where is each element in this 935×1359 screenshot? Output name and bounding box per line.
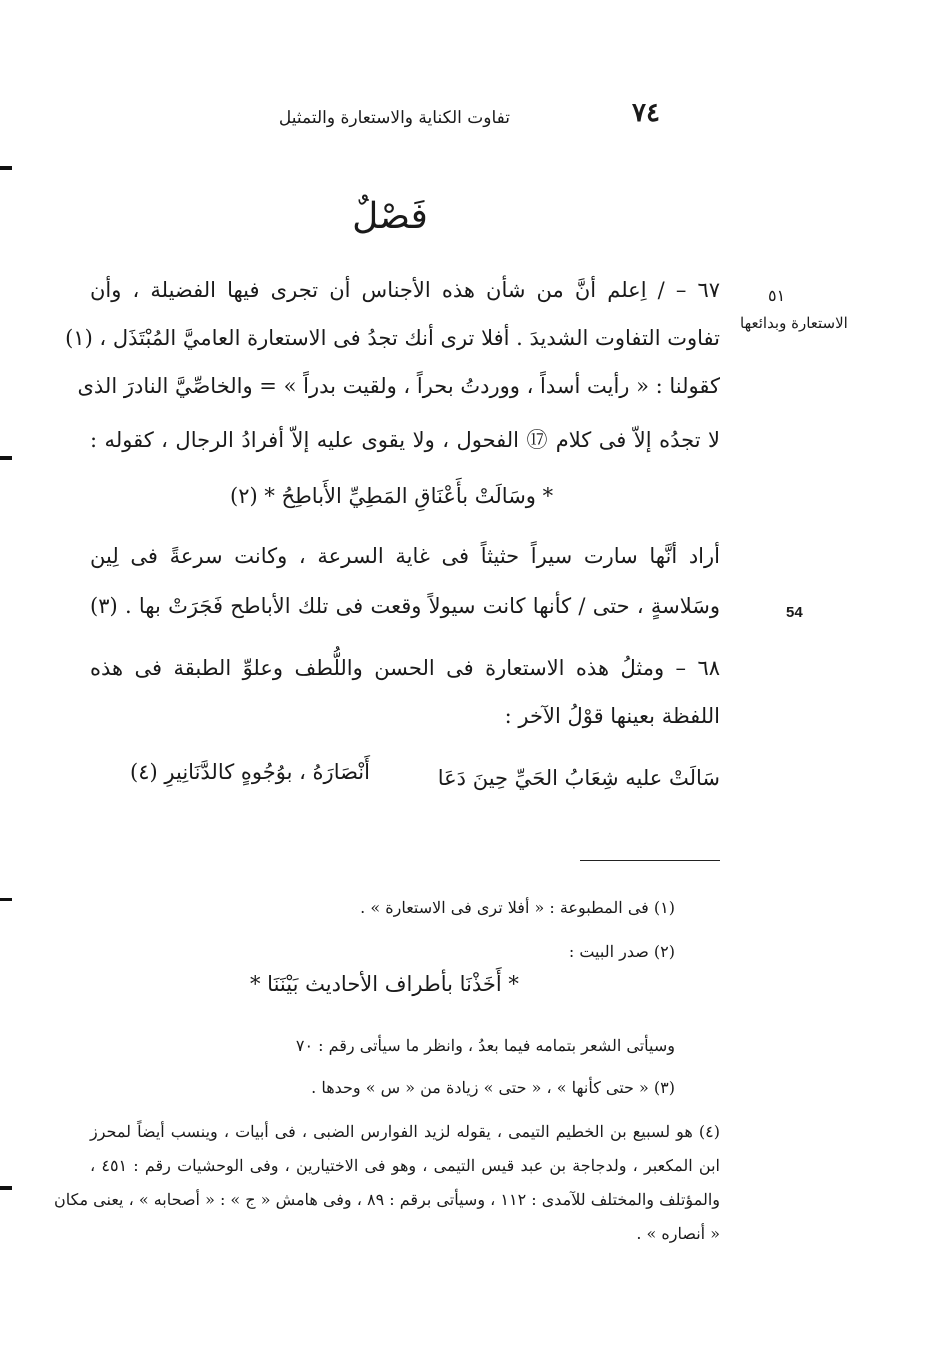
running-title: تفاوت الكناية والاستعارة والتمثيل: [278, 108, 510, 128]
verse-first-hemistich: سَالَتْ عليه شِعَابُ الحَيِّ حِينَ دَعَا: [437, 766, 720, 790]
scan-edge-mark: [0, 1186, 12, 1190]
body-line: تفاوت التفاوت الشديدَ . أفلا ترى أنك تجدُ فى الاستعارة العاميَّ المُبْتَذَل ، (١): [65, 326, 720, 350]
footnote-2-note: وسيأتى الشعر بتمامه فيما بعدُ ، وانظر ما سيأتى رقم : ٧٠: [295, 1036, 675, 1055]
footnote-4-line: ابن المكعبر ، ولدجاجة بن عبد قيس التيمى ، وهو فى الاختيارين ، وفى الوحشيات رقم : ٤٥١ ،: [90, 1156, 721, 1175]
footnote-4-line: (٤) هو لسبيع بن الخطيم التيمى ، يقوله لزيد الفوارس الضبى ، فى أبيات ، وينسب أيضاً لمحرز: [90, 1122, 720, 1141]
scan-edge-mark: [0, 166, 12, 170]
body-line: وسَلاسةٍ ، حتى / كأنها كانت سيولاً وقعت فى تلك الأباطح فَجَرَتْ بها . (٣): [90, 594, 720, 618]
section-heading: فَصْلٌ: [352, 196, 428, 237]
footnote-2-verse: * أَخَذْنَا بأطراف الأحاديث بَيْنَنَا *: [250, 972, 519, 996]
footnote-4-line: « أنصاره » .: [636, 1224, 720, 1243]
footnote-3: (٣) « حتى كأنها » ، « حتى » زيادة من « س » وحدها .: [311, 1078, 675, 1097]
footnote-4-line: والمؤتلف والمختلف للآمدى : ١١٢ ، وسيأتى برقم : ٨٩ ، وفى هامش « ج » : « أصحابه » ، يعنى مكان: [54, 1190, 720, 1209]
verse-line: * وسَالَتْ بأَعْنَاقِ المَطِيِّ الأَباطِحُ * (٢): [230, 484, 554, 508]
body-line: لا تجدُه إلاّ فى كلام ⑰ الفحول ، ولا يقوى عليه إلاّ أفرادُ الرجال ، كقوله :: [90, 428, 720, 452]
body-line: اللفظة بعينها قوْلُ الآخر :: [504, 704, 720, 728]
footnote-2-intro: (٢) صدر البيت :: [568, 942, 675, 961]
verse-second-hemistich: أَنْصَارَهُ ، بوُجُوهٍ كالدَّنَانِيرِ (٤): [130, 760, 370, 784]
margin-page-reference: 54: [786, 604, 803, 621]
margin-section-label: الاستعارة وبدائعها: [740, 314, 848, 332]
body-line: كقولنا : « رأيت أسداً ، ووردتُ بحراً ، ولقيت بدراً » = والخاصِّيَّ النادرَ الذى: [77, 374, 720, 398]
body-line: أراد أنَّها سارت سيراً حثيثاً فى غاية السرعة ، وكانت سرعةً فى لِين: [90, 544, 720, 568]
scan-edge-mark: [0, 898, 12, 901]
body-line: ٦٧ – / اِعلم أنَّ من شأن هذه الأجناس أن تجرى فيها الفضيلة ، وأن: [90, 278, 720, 302]
margin-section-number: ٥١: [768, 286, 786, 305]
page-number: ٧٤: [632, 98, 660, 128]
footnote-separator: [580, 860, 720, 861]
scan-edge-mark: [0, 456, 12, 460]
footnote-1: (١) فى المطبوعة : « أفلا ترى فى الاستعارة » .: [360, 898, 675, 917]
body-line: ٦٨ – ومثلُ هذه الاستعارة فى الحسن واللُّطف وعلوِّ الطبقة فى هذه: [90, 656, 720, 680]
